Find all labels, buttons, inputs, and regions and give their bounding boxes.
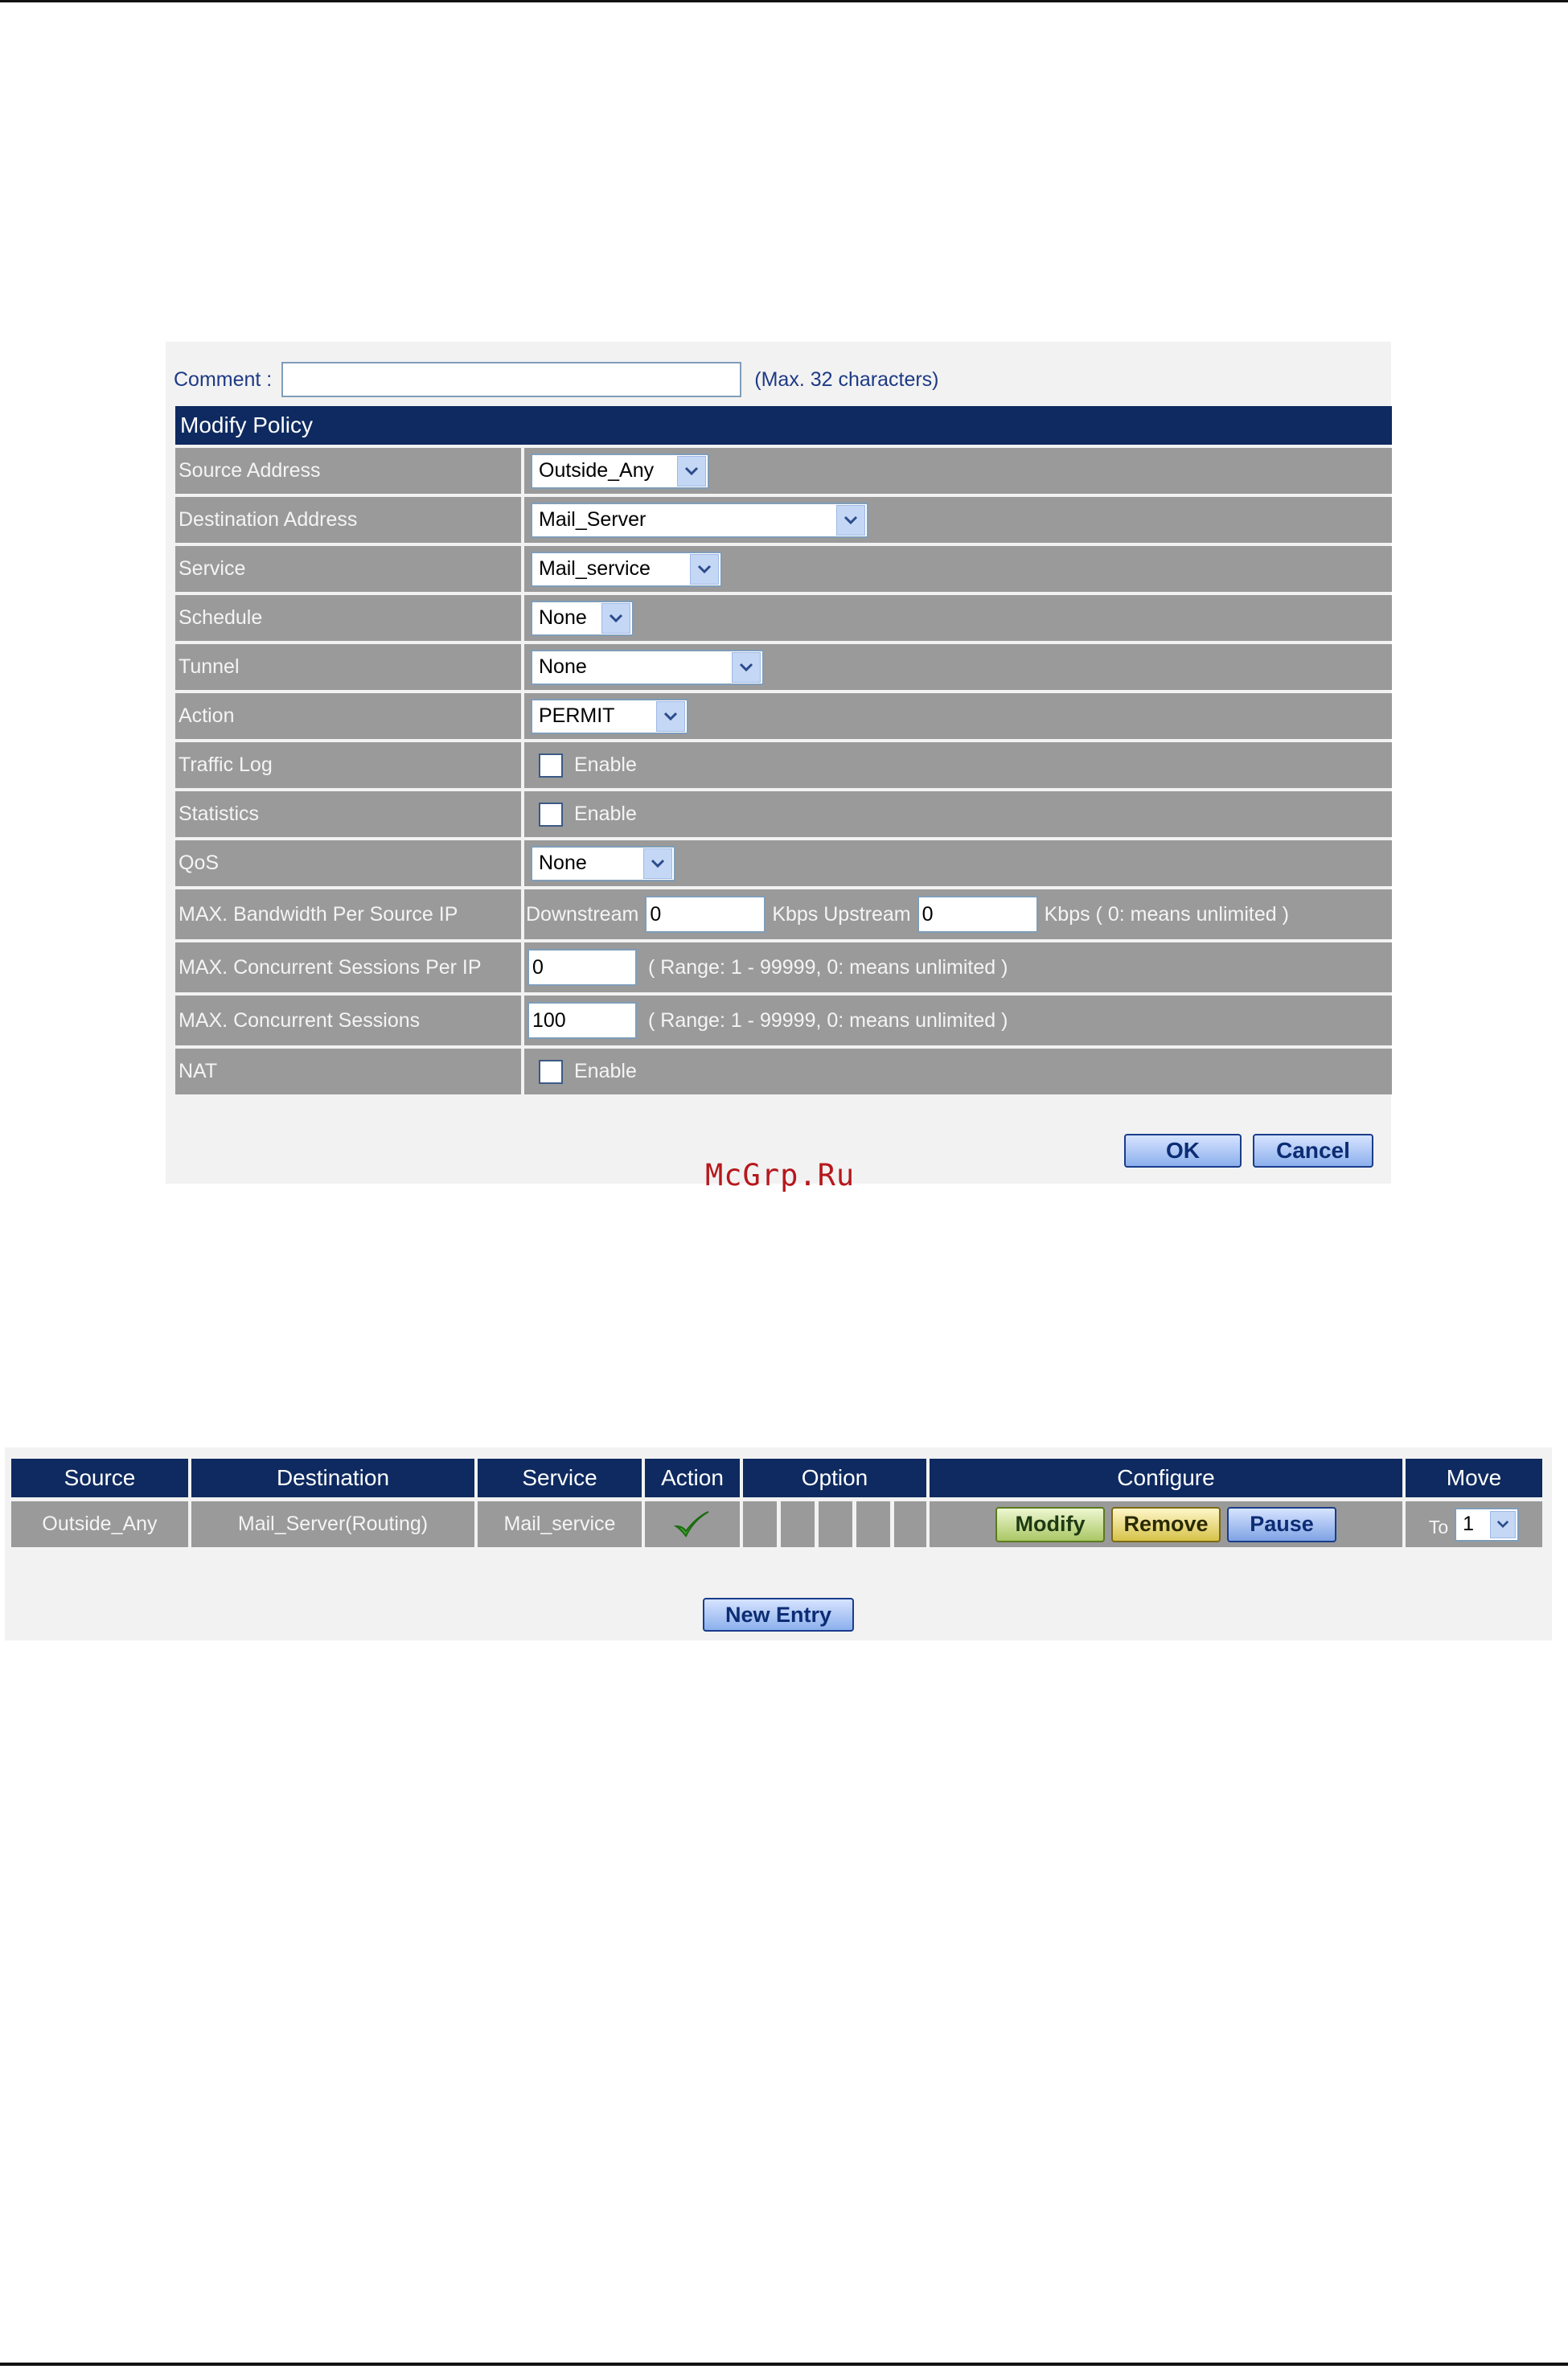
nat-enable-label: Enable [574,1060,637,1082]
tunnel-select[interactable] [531,650,764,685]
max-sessions-input[interactable]: 100 [527,1002,637,1039]
policy-table-title: Modify Policy [175,406,1392,445]
row-statistics [175,791,1392,837]
upstream-input[interactable]: 0 [917,896,1038,933]
max-bandwidth-label: MAX. Bandwidth Per Source IP [175,889,521,939]
max-sessions-label: MAX. Concurrent Sessions [175,996,521,1045]
modify-policy-panel [166,342,1391,1184]
downstream-input[interactable]: 0 [645,896,766,933]
move-to-value: 1 [1463,1513,1475,1535]
action-select[interactable] [531,699,688,734]
statistics-label: Statistics [175,791,521,837]
destination-address-label: Destination Address [175,497,521,543]
header-source: Source [11,1459,188,1497]
bandwidth-hint: Kbps ( 0: means unlimited ) [1044,902,1289,926]
ok-button[interactable]: OK [1124,1134,1242,1168]
action-label: Action [175,693,521,739]
header-option: Option [743,1459,926,1497]
header-destination: Destination [191,1459,474,1497]
chevron-down-icon[interactable] [732,652,761,683]
tunnel-value: None [539,655,587,678]
row-max-bandwidth [175,889,1392,939]
traffic-log-label: Traffic Log [175,742,521,788]
remove-button[interactable]: Remove [1111,1507,1221,1542]
option-cell-5 [894,1501,926,1547]
row-service [175,546,1392,592]
schedule-select[interactable] [531,601,634,636]
option-cell-3 [819,1501,852,1547]
form-actions [1124,1134,1373,1168]
row-destination: Mail_Server(Routing) [191,1501,474,1547]
qos-select[interactable] [531,846,675,881]
statistics-checkbox[interactable] [539,803,563,827]
pause-button[interactable]: Pause [1227,1507,1336,1542]
row-qos [175,840,1392,886]
header-service: Service [478,1459,642,1497]
row-service: Mail_service [478,1501,642,1547]
top-rule [0,0,1568,2]
header-move: Move [1406,1459,1542,1497]
service-value: Mail_service [539,557,651,580]
max-sessions-per-ip-hint: ( Range: 1 - 99999, 0: means unlimited ) [648,955,1008,979]
row-action [175,693,1392,739]
policy-list-panel [5,1447,1552,1640]
chevron-down-icon[interactable] [643,848,672,879]
row-destination-address [175,497,1392,543]
action-value: PERMIT [539,704,615,727]
row-nat [175,1049,1392,1094]
qos-value: None [539,852,587,874]
source-address-select[interactable] [531,454,709,489]
row-source: Outside_Any [11,1501,188,1547]
comment-label: Comment : [174,367,273,391]
destination-address-value: Mail_Server [539,508,646,531]
row-schedule [175,595,1392,641]
header-action: Action [645,1459,740,1497]
schedule-label: Schedule [175,595,521,641]
check-icon [673,1509,712,1541]
qos-label: QoS [175,840,521,886]
header-configure: Configure [930,1459,1402,1497]
statistics-enable-label: Enable [574,803,637,825]
chevron-down-icon[interactable] [656,701,685,732]
chevron-down-icon[interactable] [690,554,719,585]
source-address-label: Source Address [175,448,521,494]
row-source-address [175,448,1392,494]
service-select[interactable] [531,552,722,587]
cancel-button[interactable]: Cancel [1253,1134,1373,1168]
destination-address-select[interactable] [531,503,868,538]
option-cell-2 [781,1501,815,1547]
traffic-log-enable-label: Enable [574,753,637,776]
traffic-log-checkbox[interactable] [539,753,563,778]
schedule-value: None [539,606,587,629]
row-move [1406,1501,1542,1547]
upstream-label: Kbps Upstream [772,902,911,926]
chevron-down-icon[interactable] [677,456,706,487]
comment-row [174,358,939,401]
max-sessions-hint: ( Range: 1 - 99999, 0: means unlimited ) [648,1008,1008,1032]
service-label: Service [175,546,521,592]
watermark: McGrp.Ru [705,1158,856,1193]
modify-button[interactable]: Modify [995,1507,1105,1542]
move-to-label: To [1428,1517,1449,1538]
nat-checkbox[interactable] [539,1060,563,1084]
row-max-sessions-per-ip [175,942,1392,992]
row-configure [930,1501,1402,1547]
option-cell-1 [743,1501,777,1547]
downstream-label: Downstream [526,902,639,926]
row-tunnel [175,644,1392,690]
new-entry-button[interactable]: New Entry [703,1598,854,1632]
row-max-sessions [175,996,1392,1045]
source-address-value: Outside_Any [539,459,655,482]
move-to-select[interactable] [1455,1508,1519,1542]
chevron-down-icon[interactable] [836,505,865,536]
bottom-rule [0,2363,1568,2366]
nat-label: NAT [175,1049,521,1094]
option-cell-4 [856,1501,890,1547]
comment-hint: (Max. 32 characters) [754,367,939,391]
max-sessions-per-ip-label: MAX. Concurrent Sessions Per IP [175,942,521,992]
chevron-down-icon[interactable] [1490,1511,1516,1538]
policy-table [175,406,1392,1098]
max-sessions-per-ip-input[interactable]: 0 [527,949,637,986]
row-action [645,1501,740,1547]
row-traffic-log [175,742,1392,788]
comment-input[interactable] [281,362,741,397]
tunnel-label: Tunnel [175,644,521,690]
chevron-down-icon[interactable] [601,603,630,634]
